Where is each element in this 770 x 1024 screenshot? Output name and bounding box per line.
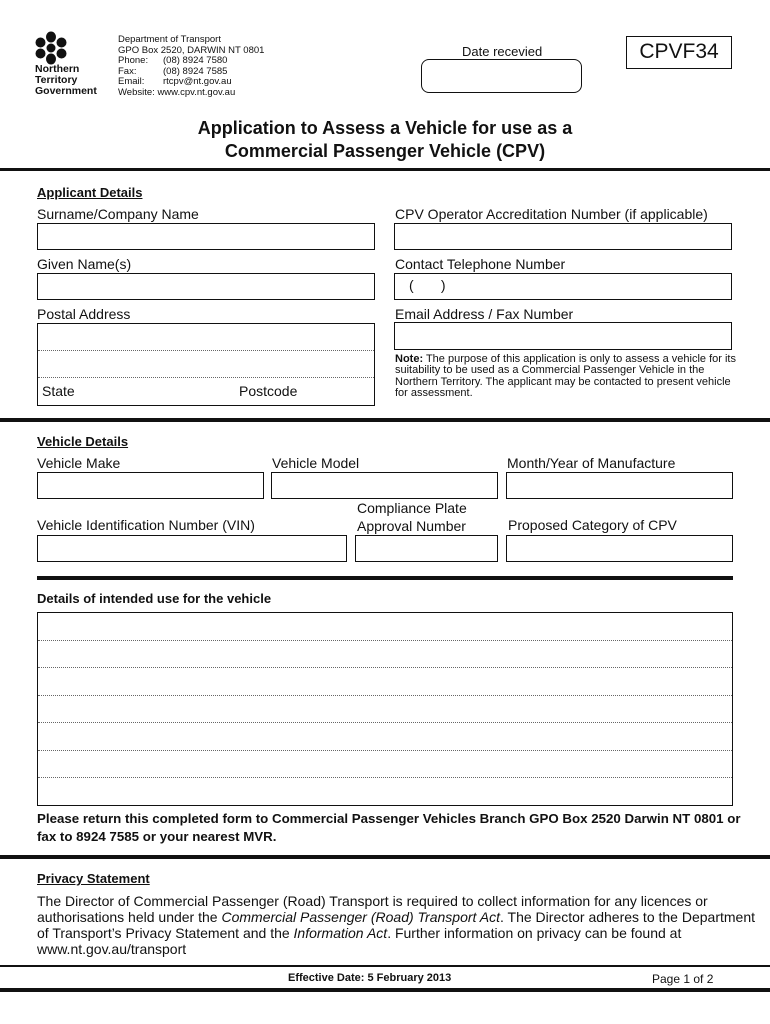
manufacture-date-field[interactable] [506, 472, 733, 499]
department-phone: (08) 8924 7580 [163, 55, 228, 67]
state-label: State [42, 383, 75, 399]
surname-field[interactable] [37, 223, 375, 250]
cpv-category-label: Proposed Category of CPV [508, 517, 677, 533]
vehicle-details-heading: Vehicle Details [37, 434, 129, 449]
divider [37, 576, 733, 580]
given-name-field[interactable] [37, 273, 375, 300]
vehicle-make-field[interactable] [37, 472, 264, 499]
privacy-statement-heading: Privacy Statement [37, 871, 150, 886]
intended-use-field[interactable] [37, 612, 733, 806]
note-text: Note: The purpose of this application is only to assess a vehicle for its suitability to be used as a Commercial Passenger Vehicle in the Northern Territory. The applicant may be contacted to present vehicle for assessment. [395, 353, 736, 399]
vehicle-model-label: Vehicle Model [272, 455, 360, 471]
divider [0, 855, 770, 859]
department-email: rtcpv@nt.gov.au [163, 76, 232, 88]
vehicle-model-field[interactable] [271, 472, 498, 499]
divider [0, 418, 770, 422]
accreditation-field[interactable] [394, 223, 732, 250]
cpv-category-field[interactable] [506, 535, 733, 562]
intended-use-line [38, 640, 732, 641]
effective-date: Effective Date: 5 February 2013 [288, 972, 452, 984]
department-address: GPO Box 2520, DARWIN NT 0801 [118, 44, 265, 56]
department-website: www.cpv.nt.gov.au [157, 86, 236, 98]
given-name-label: Given Name(s) [37, 256, 132, 272]
intended-use-line [38, 667, 732, 668]
surname-label: Surname/Company Name [37, 206, 199, 222]
nt-government-logo-icon [34, 31, 68, 65]
intended-use-line [38, 695, 732, 696]
compliance-plate-field[interactable] [355, 535, 498, 562]
postcode-label: Postcode [239, 383, 298, 399]
department-name: Department of Transport [118, 34, 221, 45]
intended-use-heading: Details of intended use for the vehicle [37, 591, 272, 606]
vin-field[interactable] [37, 535, 347, 562]
phone-area-code-brackets: ( ) [409, 277, 446, 293]
intended-use-line [38, 777, 732, 778]
manufacture-date-label: Month/Year of Manufacture [507, 455, 676, 471]
contact-phone-field[interactable] [394, 273, 732, 300]
divider [0, 965, 770, 967]
page-title: Application to Assess a Vehicle for use as a Commercial Passenger Vehicle (CPV) [197, 118, 573, 161]
email-fax-field[interactable] [394, 322, 732, 350]
postal-address-line [38, 377, 374, 378]
divider [0, 988, 770, 992]
vin-label: Vehicle Identification Number (VIN) [37, 517, 255, 533]
vehicle-make-label: Vehicle Make [37, 455, 121, 471]
divider [0, 168, 770, 171]
intended-use-line [38, 750, 732, 751]
email-fax-label: Email Address / Fax Number [395, 306, 574, 322]
return-instructions: Please return this completed form to Commercial Passenger Vehicles Branch GPO Box 2520 Darwin NT 0801 or fax to 8924 7585 or your nearest MVR. [37, 811, 741, 844]
compliance-plate-label: Compliance Plate [357, 500, 467, 516]
logo-wordmark: Northern Territory Government [35, 63, 97, 97]
date-received-label: Date recevied [462, 44, 543, 59]
applicant-details-heading: Applicant Details [37, 185, 143, 200]
department-fax: (08) 8924 7585 [163, 65, 228, 77]
intended-use-line [38, 722, 732, 723]
accreditation-label: CPV Operator Accreditation Number (if applicable) [395, 206, 708, 222]
contact-phone-label: Contact Telephone Number [395, 256, 566, 272]
postal-address-label: Postal Address [37, 306, 131, 322]
department-contact: Department of Transport GPO Box 2520, DARWIN NT 0801 Phone: (08) 8924 7580 Fax: (08) 8924 7585 Email: rtcpv@nt.gov.au Website: www.cpv.nt.gov.au [118, 34, 265, 98]
approval-number-label: Approval Number [357, 518, 466, 534]
date-received-field[interactable] [421, 59, 582, 93]
postal-address-field[interactable] [37, 323, 375, 406]
form-code: CPVF34 [626, 36, 732, 69]
postal-address-line [38, 350, 374, 351]
page-number: Page 1 of 2 [652, 972, 714, 986]
privacy-statement-text: The Director of Commercial Passenger (Road) Transport is required to collect information for any licences or authorisations held under the Commercial Passenger (Road) Transport Act. The Director adheres to the Department of Transport’s Privacy Statement and the Information Act. Further information on privacy can be found at www.nt.gov.au/transport [37, 893, 755, 957]
